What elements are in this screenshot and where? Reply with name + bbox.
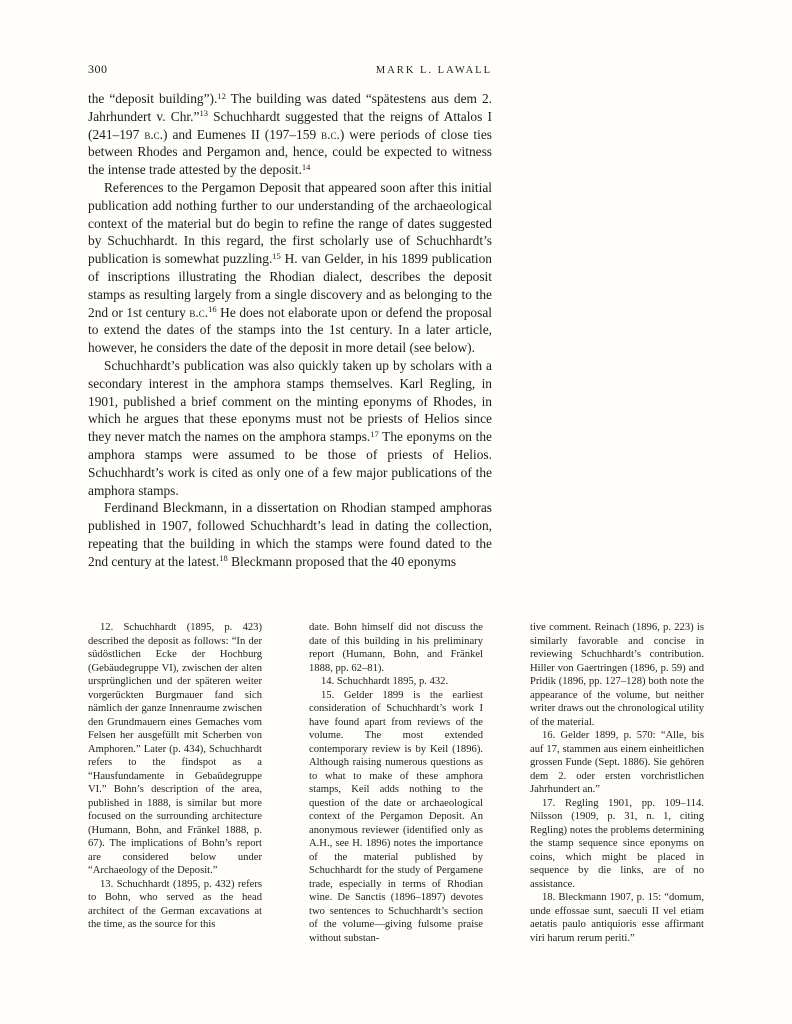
body-paragraph	[88, 179, 492, 357]
footnote-ref: 18	[219, 553, 228, 564]
footnote-column	[88, 621, 262, 945]
text-run: The building was dated “spätestens aus dem 2. Jahrhundert v. Chr.”	[88, 91, 492, 124]
running-head-author: MARK L. LAWALL	[375, 65, 492, 76]
footnote-paragraph: 13. Schuchhardt (1895, p. 432) refers to Bohn, who served as the head architect of the German excavations at the time, as the source for this	[88, 878, 262, 930]
body-text	[88, 90, 492, 571]
running-header	[88, 62, 492, 77]
footnote-paragraph: 14. Schuchhardt 1895, p. 432.	[321, 676, 449, 687]
footnote-ref: 12	[217, 90, 226, 101]
page-number: 300	[88, 62, 108, 76]
footnote-ref: 15	[272, 250, 281, 261]
footnote-paragraph: 17. Regling 1901, pp. 109–114. Nilsson (1909, p. 31, n. 1, citing Regling) notes the problems determining the stamp sequence since eponyms on coins, which might be placed in sequence by die links, are of no assistance.	[530, 797, 704, 890]
body-paragraph	[88, 90, 492, 179]
footnote-paragraph: 12. Schuchhardt (1895, p. 423) described the deposit as follows: “In der südöstlichen Ecke der Hochburg (Gebäudegruppe VI), zwischen der alten ursprünglichen und der späteren weiter vorgerückten Burgmauer fand sich nämlich der ganze Innenraume zwischen den Grundmauern eines Gemaches vom Felsen her ausgefüllt mit Scherben von Amphoren.” Later (p. 434), Schuchhardt refers to the findspot as a “Hausfundamente in Gebaüdegruppe VI.” Bohn’s description of the area, published in 1888, is similar but more focused on the surrounding architecture (Humann, Bohn, and Fränkel 1888, p. 67). The implications of Bohn’s report are considered below under “Archaeology of the Deposit.”	[88, 622, 262, 876]
text-run: He does not elaborate upon or defend the proposal to extend the dates of the stamps into the 1st century. In a later article, however, he considers the date of the deposit in more detail (see below).	[88, 304, 492, 356]
text-run: the “deposit building”).	[88, 91, 218, 106]
footnote-ref: 16	[208, 304, 217, 315]
smallcaps-text: b.c.	[189, 304, 209, 320]
text-run: References to the Pergamon Deposit that appeared soon after this initial publication add nothing further to our understanding of the archaeological context of the material but do begin to refine the range of dates suggested by Schuchhardt. In this regard, the first scholarly use of Schuchhardt’s publication is somewhat puzzling.	[88, 179, 492, 267]
text-run: Schuchhardt’s publication was also quickly taken up by scholars with a secondary interest in the amphora stamps themselves. Karl Regling, in 1901, published a brief comment on the minting eponyms of Rhodes, in which he argues that these eponyms must not be priests of Helios since they never match the names on the amphora stamps.	[88, 357, 492, 445]
text-run: Bleckmann proposed that the 40 eponyms	[227, 553, 457, 569]
text-run: ) were periods of close ties between Rhodes and Pergamon and, hence, could be expected to witness the intense trade attested by the deposit.	[88, 126, 492, 178]
body-paragraph	[88, 357, 492, 499]
text-run: H. van Gelder, in his 1899 publication of inscriptions illustrating the Rhodian dialect, describes the deposit stamps as resulting largely from a single discovery and as belonging to the 2nd or 1st century	[88, 251, 492, 320]
footnote-paragraph: 15. Gelder 1899 is the earliest consideration of Schuchhardt’s work I have found apart from reviews of the volume. The most extended contemporary review is by Keil (1896). Although raising numerous questions as to what to make of these amphora stamps, Keil adds nothing to the question of the date or archaeological context of the Pergamon Deposit. An anonymous reviewer (identified only as A.H., see H. 1896) notes the importance of the material published by Schuchhardt for the study of Pergamene trade, especially in terms of Rhodian wine. De Sanctis (1896–1897) devotes two sentences to Schuchhardt’s section of the volume—giving fulsome praise without substan-	[309, 689, 483, 944]
footnote-ref: 13	[199, 108, 208, 119]
footnote-column	[309, 621, 483, 945]
footnote-paragraph: 18. Bleckmann 1907, p. 15: “domum, unde effossae sunt, saeculi II vel etiam aetatis paulo antiquioris esse affirmant viri harum rerum periti.”	[530, 892, 704, 944]
footnote-column	[530, 621, 704, 945]
smallcaps-text: b.c.	[321, 126, 340, 142]
footnote-ref: 17	[370, 428, 379, 439]
text-run: Schuchhardt suggested that the reigns of Attalos I (241–197	[88, 108, 492, 142]
footnote-ref: 14	[301, 161, 311, 172]
text-run: ) and Eumenes II (197–159	[163, 126, 322, 142]
smallcaps-text: b.c.	[144, 126, 164, 142]
text-run: Ferdinand Bleckmann, in a dissertation on Rhodian stamped amphoras published in 1907, followed Schuchhardt’s lead in dating the collection, repeating that the building in which the stamps were found dated to the 2nd century at the latest.	[88, 500, 492, 569]
body-paragraph	[88, 499, 492, 570]
footnote-paragraph: tive comment. Reinach (1896, p. 223) is similarly favorable and concise in reviewing Schuchhardt’s contribution. Hiller von Gaertringen (1896, p. 59) and Pridik (1896, pp. 127–128) both note the appearance of the volume, but neither writer draws out the chronological utility of the material.	[530, 622, 704, 728]
text-run: The eponyms on the amphora stamps were assumed to be those of priests of Helios. Schuchhardt’s work is cited as only one of a few major publications of the amphora stamps.	[88, 429, 492, 498]
footnote-paragraph: 16. Gelder 1899, p. 570: “Alle, bis auf 17, stammen aus einem einheitlichen grossen Funde (Sept. 1886). Sie gehören dem 2. oder ersten vorchristlichen Jahrhundert an.”	[530, 730, 704, 795]
footnotes	[88, 621, 706, 945]
footnote-paragraph: date. Bohn himself did not discuss the date of this building in his preliminary report (Humann, Bohn, and Fränkel 1888, pp. 62–81).	[309, 622, 483, 674]
